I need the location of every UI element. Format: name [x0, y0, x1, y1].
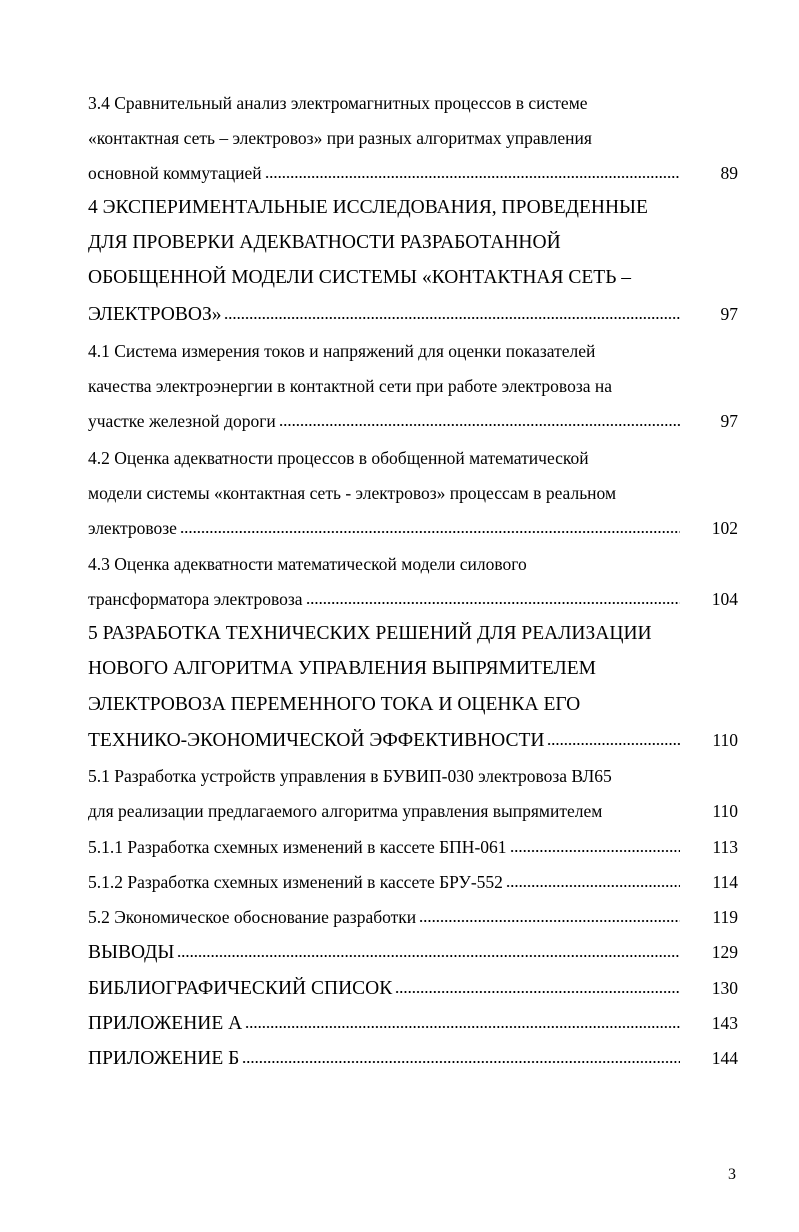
toc-entry-line: ТЕХНИКО-ЭКОНОМИЧЕСКОЙ ЭФФЕКТИВНОСТИ [88, 730, 545, 751]
toc-entry-line: электровозе [88, 518, 177, 538]
dot-leader [547, 742, 680, 746]
toc-entry-last-line [88, 588, 738, 610]
toc-entry-last-line [88, 836, 738, 858]
toc-entry-last-line [88, 941, 738, 964]
toc-entry-last-line [88, 800, 738, 822]
toc-entry-line: ЭЛЕКТРОВОЗА ПЕРЕМЕННОГО ТОКА И ОЦЕНКА ЕГО [88, 694, 581, 715]
dot-leader [395, 990, 680, 994]
toc-page-number: 110 [712, 801, 738, 821]
toc-entry-line: 5.2 Экономическое обоснование разработки [88, 907, 417, 927]
dot-leader [306, 601, 680, 605]
toc-entry-line: 5.1.1 Разработка схемных изменений в кассете БПН-061 [88, 837, 507, 857]
toc-entry-line: 4.2 Оценка адекватности процессов в обобщенной математической [88, 448, 589, 468]
dot-leader [180, 530, 680, 534]
dot-leader [506, 884, 680, 888]
toc-entry-line: 5.1.2 Разработка схемных изменений в кассете БРУ-552 [88, 872, 503, 892]
toc-page-number: 110 [712, 730, 738, 750]
toc-page-number: 104 [711, 589, 738, 609]
toc-entry-line: 3.4 Сравнительный анализ электромагнитных процессов в системе [88, 93, 588, 113]
toc-page-number: 102 [711, 518, 738, 538]
toc-page-number: 89 [720, 163, 738, 183]
dot-leader [242, 1060, 680, 1064]
toc-entry-line: 5 РАЗРАБОТКА ТЕХНИЧЕСКИХ РЕШЕНИЙ ДЛЯ РЕАЛИЗАЦИИ [88, 623, 652, 644]
dot-leader [510, 849, 680, 853]
toc-page-number: 97 [720, 411, 738, 431]
toc-entry-line: модели системы «контактная сеть - электровоз» процессам в реальном [88, 483, 617, 503]
toc-entry-last-line [88, 871, 738, 893]
toc-entry-line: 4.1 Система измерения токов и напряжений для оценки показателей [88, 341, 596, 361]
toc-entry-line: трансформатора электровоза [88, 589, 303, 609]
toc-entry-line: качества электроэнергии в контактной сети при работе электровоза на [88, 376, 613, 396]
toc-entry-last-line [88, 517, 738, 539]
toc-entry-line: «контактная сеть – электровоз» при разных алгоритмах управления [88, 128, 592, 148]
toc-entry-last-line [88, 410, 738, 432]
toc-page-number: 113 [712, 837, 738, 857]
dot-leader [245, 1025, 680, 1029]
dot-leader [265, 175, 680, 179]
toc-page-number: 97 [720, 304, 738, 324]
toc-page-number: 130 [711, 978, 738, 998]
page-number: 3 [728, 1166, 736, 1183]
dot-leader [177, 954, 680, 958]
toc-entry-last-line [88, 1047, 738, 1070]
toc-page-number: 144 [711, 1048, 738, 1068]
toc-page-number: 129 [711, 942, 738, 962]
toc-entry-last-line [88, 906, 738, 928]
toc-entry-line: 4 ЭКСПЕРИМЕНТАЛЬНЫЕ ИССЛЕДОВАНИЯ, ПРОВЕДЕННЫЕ [88, 197, 648, 218]
toc-entry-line: участке железной дороги [88, 411, 276, 431]
toc-entry-last-line [88, 977, 738, 1000]
toc-page-number: 119 [712, 907, 738, 927]
toc-entry-line: ОБОБЩЕННОЙ МОДЕЛИ СИСТЕМЫ «КОНТАКТНАЯ СЕТЬ – [88, 267, 632, 288]
toc-entry-line: ДЛЯ ПРОВЕРКИ АДЕКВАТНОСТИ РАЗРАБОТАННОЙ [88, 232, 561, 253]
toc-entry-line: ВЫВОДЫ [88, 942, 175, 963]
toc-page-number: 114 [712, 872, 738, 892]
toc-entry-last-line [88, 1012, 738, 1035]
toc-entry-line: БИБЛИОГРАФИЧЕСКИЙ СПИСОК [88, 978, 393, 999]
toc-page-number: 143 [711, 1013, 738, 1033]
toc-entry-line: основной коммутацией [88, 163, 262, 183]
toc-entry-last-line [88, 162, 738, 184]
toc-entry-last-line [88, 729, 738, 752]
toc-entry-last-line [88, 303, 738, 326]
toc-entry-line: 4.3 Оценка адекватности математической модели силового [88, 554, 527, 574]
toc-entry-line: НОВОГО АЛГОРИТМА УПРАВЛЕНИЯ ВЫПРЯМИТЕЛЕМ [88, 658, 596, 679]
toc-entry-line: ЭЛЕКТРОВОЗ» [88, 304, 222, 325]
dot-leader [279, 423, 680, 427]
toc-entry-line: ПРИЛОЖЕНИЕ Б [88, 1048, 240, 1069]
dot-leader [224, 316, 680, 320]
dot-leader [419, 919, 680, 923]
toc-entry-line: для реализации предлагаемого алгоритма управления выпрямителем [88, 801, 603, 821]
toc-entry-line: ПРИЛОЖЕНИЕ А [88, 1013, 243, 1034]
toc-entry-line: 5.1 Разработка устройств управления в БУВИП-030 электровоза ВЛ65 [88, 766, 612, 786]
